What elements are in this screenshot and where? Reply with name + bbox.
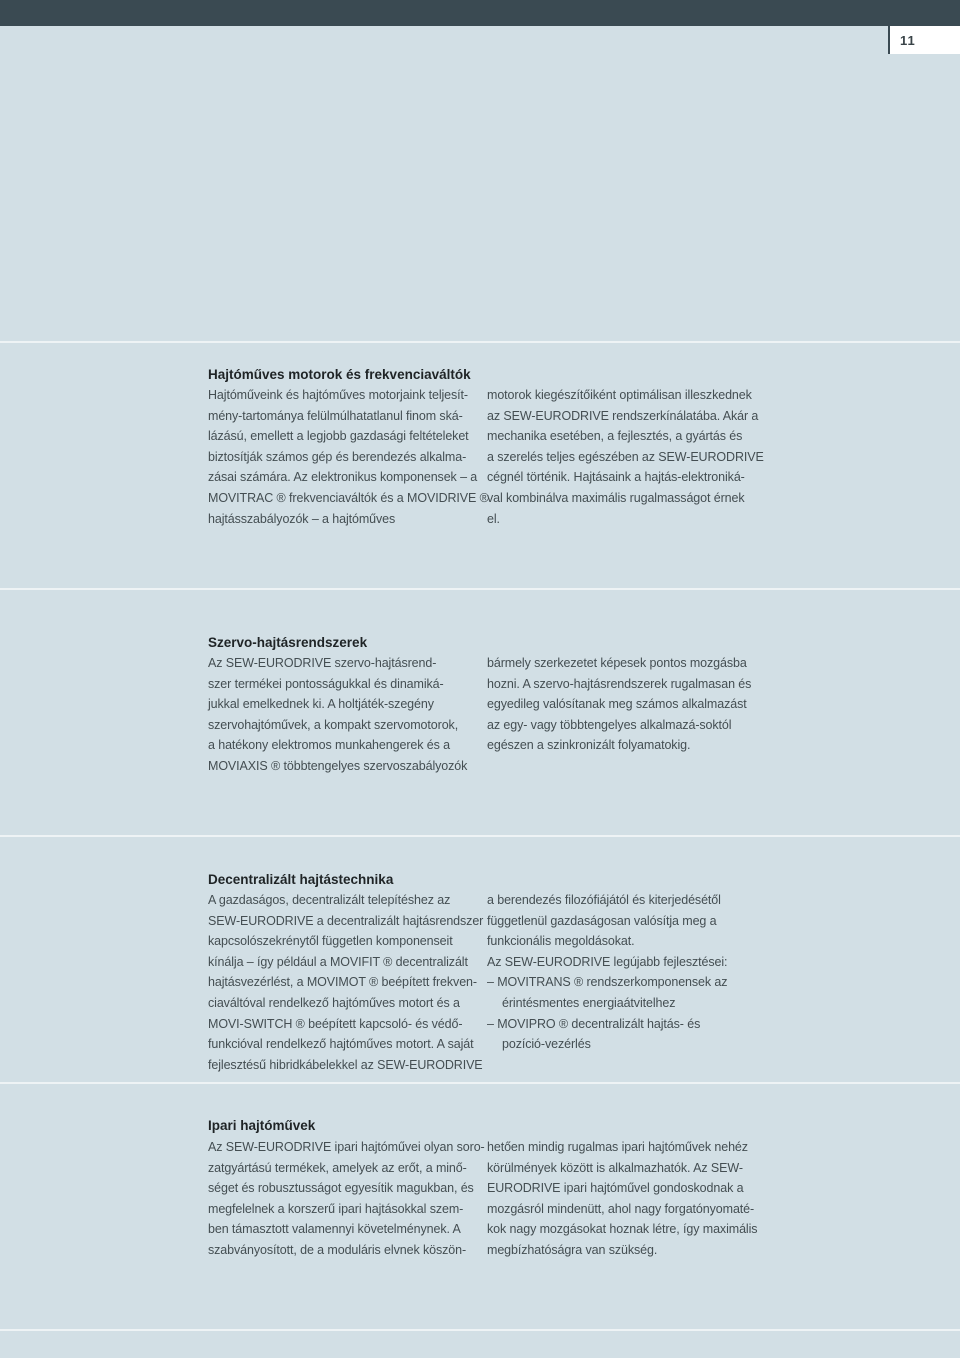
page-number-box: [888, 26, 960, 54]
text-line: Hajtóműveink és hajtóműves motorjaink teljesít-: [208, 388, 468, 402]
text-line: biztosítják számos gép és berendezés alkalma-: [208, 449, 467, 464]
top-bar: [0, 0, 960, 26]
text-line: A gazdaságos, decentralizált telepítéshez az: [208, 893, 451, 907]
text-line: cégnél történik. Hajtásaink a hajtás-elektroniká-: [487, 470, 745, 485]
section-text-left: [208, 890, 484, 1075]
text-line: el.: [487, 511, 500, 526]
text-line: bármely szerkezetet képesek pontos mozgásba: [487, 656, 747, 670]
text-line: megfelelnek a korszerű ipari hajtásokkal szem-: [208, 1201, 464, 1216]
section-divider: [0, 1082, 960, 1084]
text-line: hajtásszabályozók – a hajtóműves: [208, 511, 396, 526]
text-line: megbízhatóságra van szükség.: [487, 1242, 658, 1257]
text-line: motorok kiegészítőiként optimálisan illeszkednek: [487, 388, 752, 402]
text-line: kok nagy mozgásokat hoznak létre, így maximális: [487, 1222, 758, 1237]
text-line: kínálja – így például a MOVIFIT ® decentralizált: [208, 954, 468, 969]
text-line: a szerelés teljes egészében az SEW-EURODRIVE: [487, 449, 764, 464]
text-line: Az SEW-EURODRIVE szervo-hajtásrend-: [208, 656, 437, 670]
section-text-right: [487, 653, 752, 756]
text-line: ciaváltóval rendelkező hajtóműves motort és a: [208, 995, 460, 1010]
section-divider: [0, 588, 960, 590]
page-number: 11: [900, 33, 916, 48]
section-text-left: [208, 653, 470, 777]
text-line: lázású, emellett a legjobb gazdasági feltételeket: [208, 429, 469, 444]
section-divider: [0, 341, 960, 343]
text-line: MOVI-SWITCH ® beépített kapcsoló- és védő-: [208, 1016, 463, 1031]
section-divider: [0, 1329, 960, 1331]
text-line: kapcsolószekrénytől független komponenseit: [208, 934, 453, 949]
section-text-left: [208, 385, 489, 529]
text-line: val kombinálva maximális rugalmasságot érnek: [487, 490, 745, 505]
text-line: szabványosított, de a moduláris elvnek köszön-: [208, 1242, 467, 1257]
text-line: az SEW-EURODRIVE rendszerkínálatába. Akár a: [487, 408, 759, 423]
text-line: hetően mindig rugalmas ipari hajtóművek nehéz: [487, 1140, 748, 1154]
text-line: mechanika esetében, a fejlesztés, a gyártás és: [487, 429, 743, 444]
text-line: Az SEW-EURODRIVE ipari hajtóművei olyan soro-: [208, 1140, 485, 1154]
section-text-right: [487, 890, 749, 1055]
text-line: SEW-EURODRIVE a decentralizált hajtásrendszer: [208, 913, 484, 928]
section-heading: Szervo-hajtásrendszerek: [208, 635, 368, 650]
text-line: egészen a szinkronizált folyamatokig.: [487, 738, 691, 753]
text-line: mény-tartománya felülmúlhatatlanul finom ská-: [208, 408, 463, 423]
section-heading: Ipari hajtóművek: [208, 1118, 316, 1133]
text-line: zatgyártású termékek, amelyek az erőt, a minő-: [208, 1160, 467, 1175]
text-line: séget és robusztusságot egyesítik magukban, és: [208, 1181, 474, 1196]
list-item-continuation: érintésmentes energiaátvitelhez: [502, 995, 676, 1010]
text-line: zásai számára. Az elektronikus komponensek – a: [208, 470, 478, 485]
text-line: fejlesztésű hibridkábelekkel az SEW-EURODRIVE: [208, 1057, 483, 1072]
text-line: függetlenül gazdaságosan valósítja meg a: [487, 913, 717, 928]
text-line: a berendezés filozófiájától és kiterjedésétől: [487, 893, 721, 907]
text-line: hozni. A szervo-hajtásrendszerek rugalmasan és: [487, 676, 752, 691]
text-line: hajtásvezérlést, a MOVIMOT ® beépített frekven-: [208, 975, 477, 990]
section-text-left: [208, 1137, 485, 1261]
text-line: körülmények között is alkalmazhatók. Az SEW-: [487, 1160, 743, 1175]
text-line: MOVIAXIS ® többtengelyes szervoszabályozók: [208, 758, 468, 773]
text-line: Az SEW-EURODRIVE legújabb fejlesztései:: [487, 954, 728, 969]
list-item: – MOVITRANS ® rendszerkomponensek az: [487, 975, 728, 990]
text-line: ben támasztott valamennyi követelménynek. A: [208, 1222, 461, 1237]
text-line: az egy- vagy többtengelyes alkalmazá-soktól: [487, 717, 732, 732]
section-divider: [0, 835, 960, 837]
section-heading: Hajtóműves motorok és frekvenciaváltók: [208, 367, 471, 382]
text-line: jukkal emelkednek ki. A holtjáték-szegény: [208, 697, 434, 712]
text-line: szer termékei pontosságukkal és dinamiká-: [208, 676, 444, 691]
section-text-right: [487, 1137, 758, 1261]
text-line: a hatékony elektromos munkahengerek és a: [208, 738, 450, 753]
section-heading: Decentralizált hajtástechnika: [208, 872, 394, 887]
list-item: – MOVIPRO ® decentralizált hajtás- és: [487, 1016, 701, 1031]
text-line: mozgásról mindenütt, ahol nagy forgatónyomaté-: [487, 1201, 755, 1216]
text-line: MOVITRAC ® frekvenciaváltók és a MOVIDRIVE ®: [208, 490, 489, 505]
text-line: egyedileg valósítanak meg számos alkalmazást: [487, 697, 747, 712]
text-line: funkcionális megoldásokat.: [487, 934, 635, 949]
section-text-right: [487, 385, 764, 529]
text-line: EURODRIVE ipari hajtóművel gondoskodnak a: [487, 1181, 744, 1196]
text-line: funkcióval rendelkező hajtóműves motort. A saját: [208, 1037, 474, 1052]
text-line: szervohajtóművek, a kompakt szervomotorok,: [208, 717, 459, 732]
list-item-continuation: pozíció-vezérlés: [502, 1037, 591, 1052]
